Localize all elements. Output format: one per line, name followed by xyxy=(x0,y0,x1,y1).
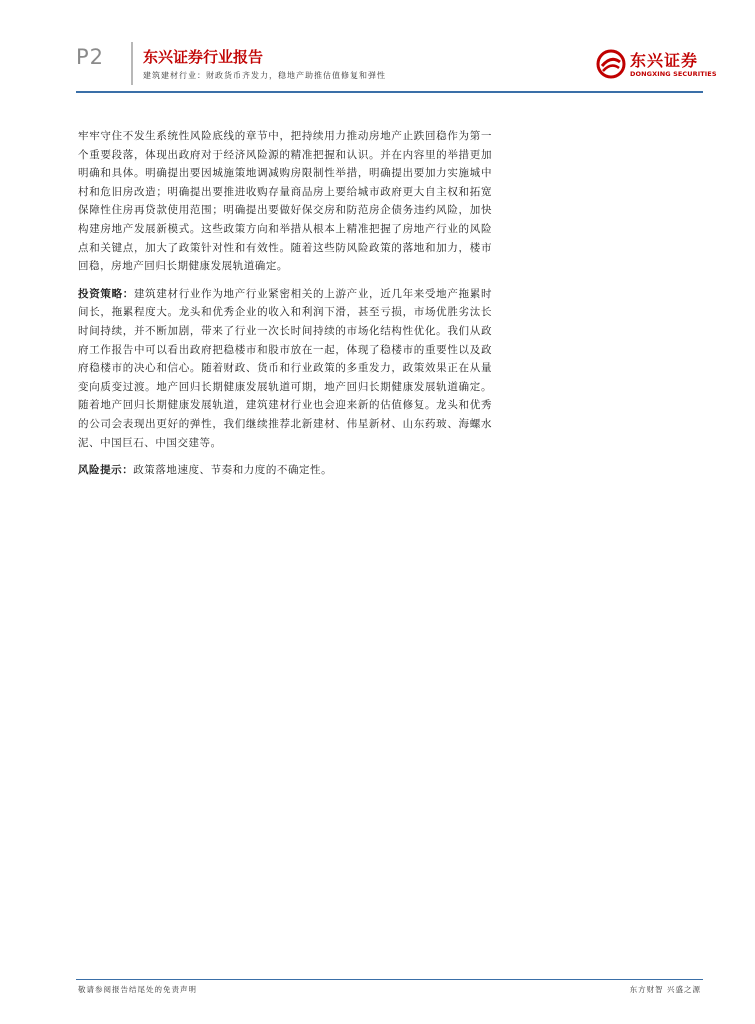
footer-rule xyxy=(76,979,703,980)
company-logo xyxy=(596,47,717,83)
report-body xyxy=(78,127,492,480)
page-number: P2 xyxy=(76,45,105,69)
investment-strategy-text: 建筑建材行业作为地产行业紧密相关的上游产业，近几年来受地产拖累时间长，拖累程度大。龙头和优秀企业的收入和利润下滑，甚至亏损，市场优胜劣汰长时间持续，并不断加剧，带来了行业一次长时间持续的市场化结构性优化。我们从政府工作报告中可以看出政府把稳楼市和股市放在一起，体现了稳楼市的重要性以及政府稳楼市的决心和信心。随着财政、货币和行业政策的多重发力，政策效果正在从量变向质变过渡。地产回归长期健康发展轨道可期，地产回归长期健康发展轨道确定。随着地产回归长期健康发展轨道，建筑建材行业也会迎来新的估值修复。龙头和优秀的公司会表现出更好的弹性，我们继续推荐北新建材、伟星新材、山东药玻、海螺水泥、中国巨石、中国交建等。 xyxy=(78,287,492,449)
logo-name: 东兴证券 xyxy=(630,51,699,70)
header-divider xyxy=(131,42,133,85)
investment-strategy-label: 投资策略： xyxy=(78,287,134,300)
footer-slogan: 东方财智 兴盛之源 xyxy=(629,985,701,994)
logo-english-name: DONGXING SECURITIES xyxy=(630,70,717,78)
risk-warning-label: 风险提示： xyxy=(78,464,134,477)
header-rule xyxy=(76,91,703,93)
report-subtitle: 建筑建材行业：财政货币齐发力，稳地产助推估值修复和弹性 xyxy=(143,71,386,80)
risk-warning-text: 政策落地速度、节奏和力度的不确定性。 xyxy=(133,464,333,477)
risk-warning-paragraph xyxy=(78,461,492,480)
report-title: 东兴证券行业报告 xyxy=(143,48,264,66)
dongxing-logo-icon xyxy=(596,49,626,79)
policy-paragraph: 牢牢守住不发生系统性风险底线的章节中，把持续用力推动房地产止跌回稳作为第一个重要段落，体现出政府对于经济风险源的精准把握和认识。并在内容里的举措更加明确和具体。明确提出要因城施策地调减购房限制性举措，明确提出要加力实施城中村和危旧房改造；明确提出要推进收购存量商品房上要给城市政府更大自主权和拓宽保障性住房再贷款使用范围；明确提出要做好保交房和防范房企债务违约风险，加快构建房地产发展新模式。这些政策方向和举措从根本上精准把握了房地产行业的风险点和关键点，加大了政策针对性和有效性。随着这些防风险政策的落地和加力，楼市回稳，房地产回归长期健康发展轨道确定。 xyxy=(78,130,492,273)
investment-strategy-paragraph xyxy=(78,285,492,452)
footer-disclaimer: 敬请参阅报告结尾处的免责声明 xyxy=(78,985,197,994)
page-header xyxy=(0,0,755,95)
